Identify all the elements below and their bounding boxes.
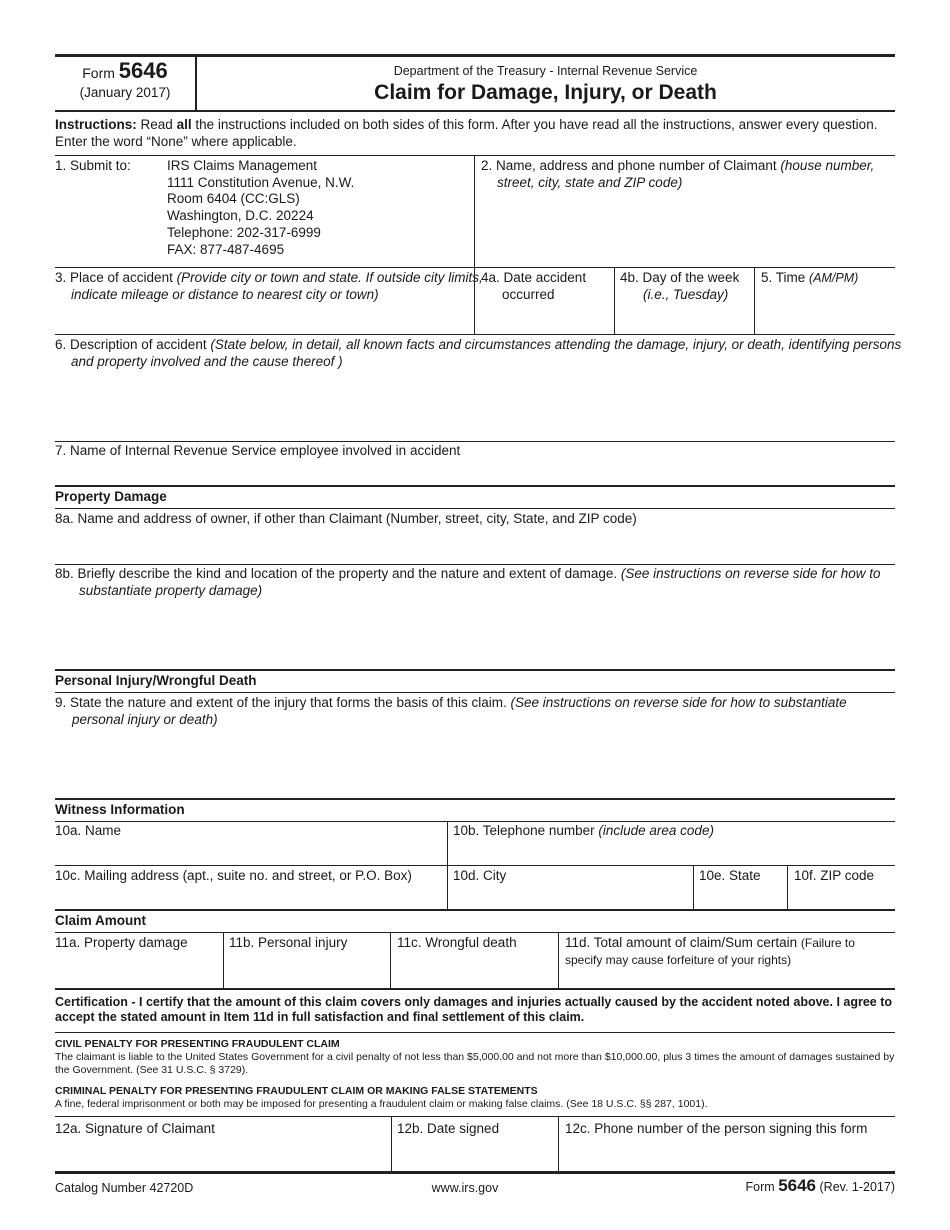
property-damage-amount-field[interactable] [58,962,218,984]
footer-revision: (Rev. 1-2017) [819,1180,895,1194]
item4b-label [620,270,752,303]
rule-witness-bottom [55,821,895,822]
claim-amount-heading: Claim Amount [55,913,146,928]
catalog-number: Catalog Number 42720D [55,1181,194,1195]
form-number: 5646 [118,58,168,83]
instructions-all: all [176,117,192,132]
property-damage-description-field[interactable] [58,602,892,664]
item10e-label: 10e. State [699,868,761,883]
rule-personal-injury-top [55,669,895,671]
item2-hint: (house number, street, city, state and ZIP code) [497,158,875,190]
place-of-accident-field[interactable] [58,308,468,330]
form-word: Form [82,65,115,81]
witness-city-field[interactable] [453,886,689,906]
vline-10d-10e [693,865,694,909]
personal-injury-heading: Personal Injury/Wrongful Death [55,673,257,688]
witness-phone-field[interactable] [453,842,891,862]
witness-zip-field[interactable] [794,886,892,906]
rule-item-7 [55,441,895,442]
department-name: Department of the Treasury - Internal Revenue Service [393,64,698,78]
item3-label-text: 3. Place of accident [55,270,177,285]
header-top-rule [55,54,895,57]
item6-hint: (State below, in detail, all known facts and circumstances attending the damage, injury, or death, identifying persons and property involved and the cause thereof ) [71,337,902,369]
form-title-block [196,63,895,107]
address-line: Room 6404 (CC:GLS) [167,191,300,207]
rule-property-damage-top [55,485,895,487]
item4a-line2: occurred [502,286,555,302]
item11d-note: (Failure to specify may cause forfeiture of your rights) [565,936,855,967]
address-line: FAX: 877-487-4695 [167,241,285,257]
item5-label-text: 5. Time [761,270,810,285]
item3-label [55,270,483,303]
item2-label [481,158,911,191]
rule-personal-injury-bottom [55,692,895,693]
rule-claim-amount-bottom [55,932,895,933]
item11a-label: 11a. Property damage [55,935,188,950]
personal-injury-amount-field[interactable] [229,962,385,984]
item4a-line1: 4a. Date accident [481,270,587,285]
claimant-info-field[interactable] [482,195,890,261]
civil-penalty-text: The claimant is liable to the United States Government for a civil penalty of not less than $5,000.00 and not more than $10,000.00, plus 3 times the amount of damages sustained by the Government. (See 31 U.S.C. § 3729). [55,1051,895,1076]
item9-label [55,695,902,728]
item12b-label: 12b. Date signed [397,1121,500,1136]
form-title: Claim for Damage, Injury, or Death [374,81,717,104]
claimant-signature-field[interactable] [58,1144,386,1168]
injury-description-field[interactable] [58,730,892,792]
vline-4b-5 [754,267,755,334]
criminal-penalty-text: A fine, federal imprisonment or both may be imposed for presenting a fraudulent claim or making false claims. (See 18 U.S.C. §§ 287, 1001). [55,1098,708,1110]
vline-12a-12b [391,1116,392,1172]
rule-item-6 [55,334,895,335]
rule-signature-top [55,1116,895,1117]
vline-11a-11b [223,932,224,988]
criminal-penalty-heading: CRIMINAL PENALTY FOR PRESENTING FRAUDULENT CLAIM OR MAKING FALSE STATEMENTS [55,1085,538,1097]
vline-4a-4b [614,267,615,334]
rule-items-3-5 [55,267,895,268]
item12c-label: 12c. Phone number of the person signing this form [565,1121,868,1136]
form-id-block [55,60,195,101]
rule-items-1-2 [55,155,895,156]
rule-penalties [55,1032,895,1033]
submit-to-address [167,158,354,258]
footer-form-number: 5646 [778,1176,817,1195]
address-line: Washington, D.C. 20224 [167,208,314,224]
witness-heading: Witness Information [55,802,185,817]
item8a-label: 8a. Name and address of owner, if other than Claimant (Number, street, city, State, and ZIP code) [55,511,637,526]
form-date: (January 2017) [79,85,171,100]
item7-label: 7. Name of Internal Revenue Service employee involved in accident [55,443,461,458]
instructions-text [55,117,895,150]
item10a-label: 10a. Name [55,823,122,838]
rule-certification [55,988,895,990]
total-claim-amount-field[interactable] [565,966,891,986]
item8b-hint: (See instructions on reverse side for how to substantiate property damage) [79,566,881,598]
time-field[interactable] [760,308,892,330]
item10b-label-text: 10b. Telephone number [453,823,599,838]
property-damage-heading: Property Damage [55,489,167,504]
footer-form-id [746,1175,895,1198]
item4b-line2: (i.e., Tuesday) [643,286,729,302]
rule-witness-top [55,798,895,800]
vline-12b-12c [558,1116,559,1172]
vline-11c-11d [558,932,559,988]
item11d-label-text: 11d. Total amount of claim/Sum certain [565,935,801,950]
rule-claim-amount-top [55,909,895,911]
item9-label-text: 9. State the nature and extent of the injury that forms the basis of this claim. [55,695,511,710]
item10c-label: 10c. Mailing address (apt., suite no. and street, or P.O. Box) [55,868,412,883]
item11d-label [565,935,893,968]
footer-form-word: Form [745,1180,775,1194]
item1-label: 1. Submit to: [55,158,131,173]
item8b-label [55,566,909,599]
address-line: 1111 Constitution Avenue, N.W. [167,174,355,190]
item6-label [55,337,911,370]
rule-item-8b [55,564,895,565]
date-accident-field[interactable] [480,308,610,330]
item10d-label: 10d. City [453,868,507,883]
vline-11b-11c [390,932,391,988]
item10f-label: 10f. ZIP code [794,868,875,883]
irs-website: www.irs.gov [431,1181,499,1195]
witness-state-field[interactable] [699,886,783,906]
vline-10e-10f [787,865,788,909]
vline-item1-item2 [474,155,475,334]
witness-mailing-address-field[interactable] [58,886,443,906]
item8b-label-text: 8b. Briefly describe the kind and location of the property and the nature and extent of damage. [55,566,621,581]
accident-description-field[interactable] [58,372,892,436]
wrongful-death-amount-field[interactable] [397,962,553,984]
owner-name-address-field[interactable] [58,530,892,560]
item6-label-text: 6. Description of accident [55,337,211,352]
item4a-label [481,270,611,303]
irs-employee-field[interactable] [58,461,892,483]
item5-hint: (AM/PM) [809,271,859,285]
item4b-line1: 4b. Day of the week [620,270,740,285]
day-of-week-field[interactable] [620,308,750,330]
item10b-hint: (include area code) [598,823,714,838]
item11b-label: 11b. Personal injury [229,935,348,950]
rule-witness-row2 [55,865,895,866]
item9-hint: (See instructions on reverse side for how to substantiate personal injury or death) [72,695,847,727]
instructions-text-a: Read [140,117,177,132]
rule-property-damage-bottom [55,508,895,509]
instructions-label: Instructions: [55,117,137,132]
date-signed-field[interactable] [397,1144,553,1168]
address-line: IRS Claims Management [167,158,318,173]
certification-text: Certification - I certify that the amount of this claim covers only damages and injuries actually caused by the accident noted above. I agree to accept the stated amount in Item 11d in full satisfaction and final settlement of this claim. [55,995,893,1024]
header-bottom-rule [55,110,895,112]
civil-penalty-heading: CIVIL PENALTY FOR PRESENTING FRAUDULENT CLAIM [55,1038,340,1050]
rule-signature-bottom [55,1171,895,1174]
instructions-text-b: the instructions included on both sides of this form. After you have read all the instructions, answer every question. Enter the word “None” where applicable. [55,117,878,149]
address-line: Telephone: 202-317-6999 [167,224,321,240]
item2-label-text: 2. Name, address and phone number of Claimant [481,158,781,173]
signer-phone-field[interactable] [565,1144,891,1168]
item10b-label [453,823,714,840]
item12a-label: 12a. Signature of Claimant [55,1121,215,1136]
witness-name-field[interactable] [58,842,443,862]
item5-label [761,270,895,287]
item3-hint: (Provide city or town and state. If outside city limits, indicate mileage or distance to nearest city or town) [71,270,483,302]
item11c-label: 11c. Wrongful death [397,935,517,950]
